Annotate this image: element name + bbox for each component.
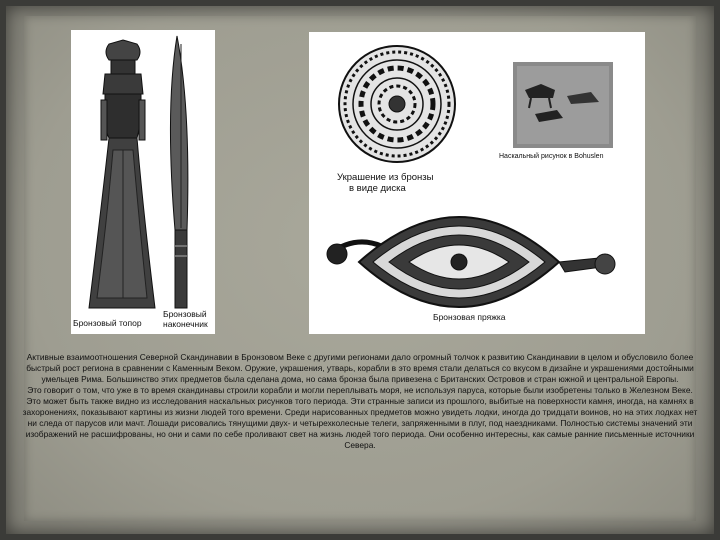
spearhead-caption-line2: наконечник <box>163 319 208 329</box>
axe-spear-illustration <box>71 30 215 334</box>
axe-spear-drawing <box>71 30 215 334</box>
bronze-spearhead-image <box>170 36 187 308</box>
paragraph-1: Активные взаимоотношения Северной Скандинавии в Бронзовом Веке с другими регионами дало огромный толчок к развитию Скандинавии в целом и обусловило более быстрый рост региона в сравнении с Каменным Веком. Оружие, украшения, утварь, корабли в это время стали делаться со вкусом в дизайне и украшениями достойными умельцев Рима. Большинство этих предметов была сделана дома, но сама бронза была привезена с Британских Островов и стран южной и центральной Европы. <box>26 352 694 384</box>
rock-carving-caption: Наскальный рисунок в Bohuslen <box>499 153 604 160</box>
axe-caption: Бронзовый топор <box>73 318 142 328</box>
slide-body-text <box>20 352 700 451</box>
disc-caption-line2: в виде диска <box>349 183 406 194</box>
buckle-caption: Бронзовая пряжка <box>433 312 506 322</box>
bronze-axe-image <box>89 40 155 308</box>
paragraph-2: Это говорит о том, что уже в то время скандинавы строили корабли и могли переплывать моря, не используя паруса, которые были изобретены только в Железном Веке. Это может быть также видно из исследования наскальных рисунков того периода. Эти странные записи из прошлого, выбитые на поверхности камня, иногда, на камнях в захоронениях, показывают картины из жизни людей того времени. Среди нарисованных предметов можно увидеть лодки, иногда до тридцати воинов, но на этих лодках нет ни следа от парусов или мачт. Лошади рисовались тянущими двух- и четырехколесные телеги, запряженными в плуг, под наездниками. Полностью системы значений эти изображений не расшифрованы, но они и сами по себе проливают свет на жизнь людей того периода. Они особенно интересны, как самые ранние письменные источники Севера. <box>22 385 698 450</box>
bronze-buckle-image <box>327 217 615 307</box>
bronze-disc-image <box>339 46 455 162</box>
disc-caption-line1: Украшение из бронзы <box>337 172 434 183</box>
disc-buckle-illustration <box>309 32 645 334</box>
spearhead-caption-line1: Бронзовый <box>163 309 207 319</box>
rock-carving-image <box>513 62 613 148</box>
